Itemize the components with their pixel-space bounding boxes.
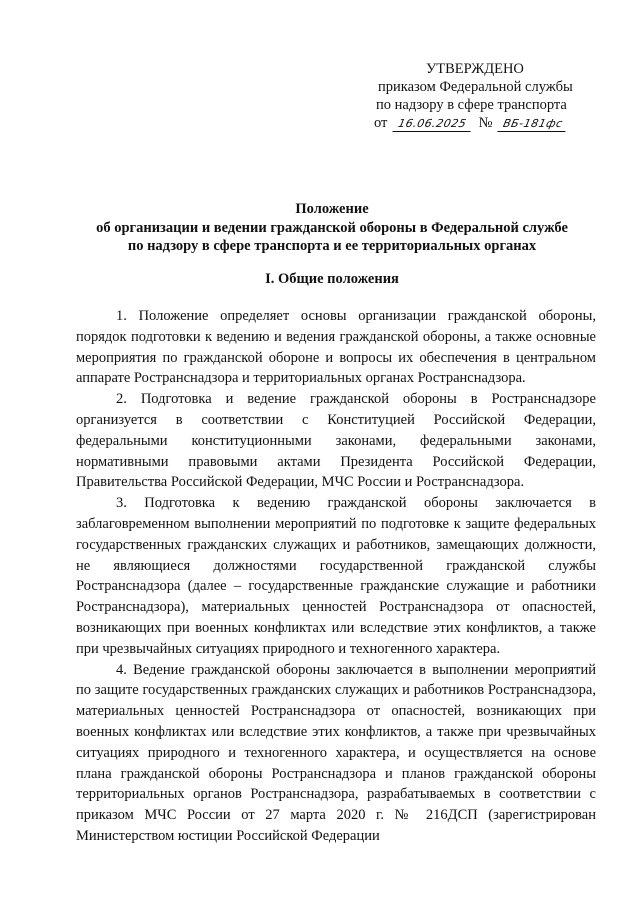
paragraph-4: 4. Ведение гражданской обороны заключается в выполнении мероприятий по защите государственных гражданских служащих и работников Ространснадзора, материальных ценностей Ространснадзора от опасностей, возникающих при военных конфликтах или вследствие этих конфликтов, а также при чрезвычайных ситуациях природного и техногенного характера, и осуществляется на основе плана гражданской обороны Ространснадзора и планов гражданской обороны территориальных органов Ространснадзора, разрабатываемых в соответствии с приказом МЧС России от 27 марта 2020 г. № 216ДСП (зарегистрирован Министерством юстиции Российской Федерации: [76, 661, 596, 844]
handwritten-number: ВБ-181фс: [498, 117, 569, 132]
section-title: I. Общие положения: [265, 271, 399, 287]
document-title-line-1: Положение: [295, 201, 369, 217]
paragraph-1: 1. Положение определяет основы организации гражданской обороны, порядок подготовки к ведению и ведения гражданской обороны, а также основные мероприятия по гражданской обороне и вопросы их обеспечения в центральном аппарате Ространснадзора и территориальных органах Ространснадзора.: [76, 308, 596, 387]
document-body: [76, 306, 596, 847]
approval-line-2: по надзору в сфере транспорта: [376, 97, 567, 113]
number-label: №: [478, 115, 493, 131]
paragraph-3: 3. Подготовка к ведению гражданской обороны заключается в заблаговременном выполнении мероприятий по подготовке к защите федеральных государственных гражданских служащих и работников, замещающих должности, не являющиеся должностями государственной гражданской службы Ространснадзора (далее – государственные гражданские служащие и работники Ространснадзора), материальных ценностей Ространснадзора от опасностей, возникающих при военных конфликтах или вследствие этих конфликтов, а также при чрезвычайных ситуациях природного и техногенного характера.: [76, 495, 596, 657]
document-title: [60, 200, 604, 256]
approval-title: УТВЕРЖДЕНО: [426, 61, 524, 77]
paragraph-2: 2. Подготовка и ведение гражданской обороны в Ространснадзоре организуется в соответствии с Конституцией Российской Федерации, федеральными конституционными законами, федеральными законами, нормативными правовыми актами Президента Российской Федерации, Правительства Российской Федерации, МЧС России и Ространснадзора.: [76, 391, 596, 491]
approval-line-1: приказом Федеральной службы: [378, 79, 573, 95]
from-label: от: [374, 115, 388, 131]
handwritten-date: 16.06.2025: [392, 117, 473, 132]
document-title-line-3: по надзору в сфере транспорта и ее территориальных органах: [127, 238, 537, 254]
document-title-line-2: об организации и ведении гражданской обороны в Федеральной службе: [96, 219, 568, 236]
approval-order-line: [368, 114, 618, 132]
approval-stamp: [368, 60, 618, 132]
